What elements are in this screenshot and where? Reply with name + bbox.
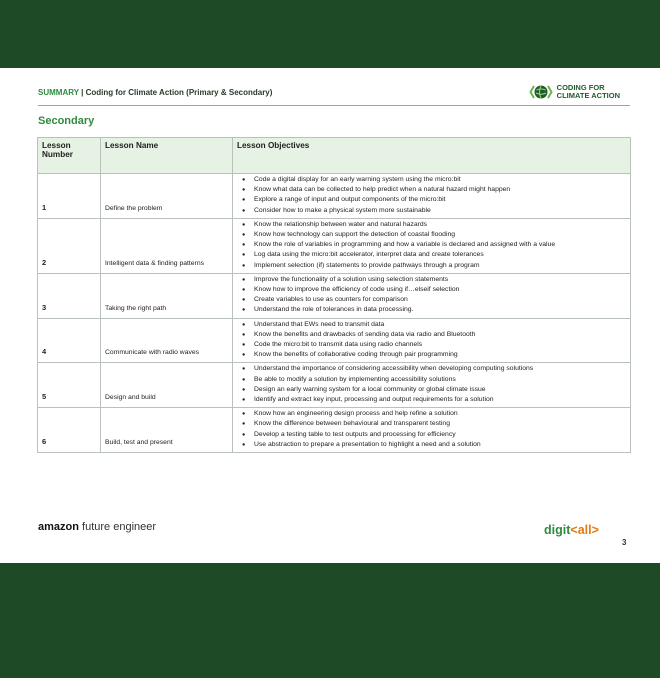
header-title: Coding for Climate Action (Primary & Secondary) (85, 88, 273, 97)
lesson-name-cell: Define the problem (101, 174, 233, 219)
objective-item: ● Be able to modify a solution by implementing accessibility solutions (237, 375, 626, 385)
objective-item: ● Know how technology can support the detection of coastal flooding (237, 230, 626, 240)
table-row (38, 174, 631, 219)
table-header-row (38, 138, 631, 174)
objective-item: ● Use abstraction to prepare a presentation to highlight a need and a solution (237, 440, 626, 450)
digit-all-logo (544, 523, 599, 537)
objective-item: ● Code the micro:bit to transmit data using radio channels (237, 340, 626, 350)
objective-item: ● Understand that EWs need to transmit data (237, 320, 626, 330)
globe-code-icon (529, 82, 553, 102)
objective-item: ● Know the benefits and drawbacks of sending data via radio and Bluetooth (237, 330, 626, 340)
objective-item: ● Explore a range of input and output components of the micro:bit (237, 195, 626, 205)
lesson-number-cell: 4 (38, 318, 101, 363)
table-row (38, 363, 631, 408)
objectives-list (237, 175, 626, 216)
objective-item: ● Understand the role of tolerances in data processing. (237, 305, 626, 315)
objective-item: ● Know the difference between behavioural and transparent testing (237, 419, 626, 429)
objective-item: ● Consider how to make a physical system more sustainable (237, 206, 626, 216)
objective-item: ● Know the benefits of collaborative coding through pair programming (237, 350, 626, 360)
objective-item: ● Log data using the micro:bit accelerator, interpret data and create tolerances (237, 250, 626, 260)
objective-item: ● Identify and extract key input, processing and output requirements for a solution (237, 395, 626, 405)
lesson-name-cell: Communicate with radio waves (101, 318, 233, 363)
section-title: Secondary (38, 115, 95, 127)
document-page (0, 68, 660, 563)
objective-item: ● Improve the functionality of a solution using selection statements (237, 275, 626, 285)
lesson-number-cell: 5 (38, 363, 101, 408)
objective-item: ● Design an early warning system for a local community or global climate issue (237, 385, 626, 395)
objective-item: ● Develop a testing table to test outputs and processing for efficiency (237, 430, 626, 440)
lesson-objectives-cell (233, 408, 631, 453)
objectives-list (237, 364, 626, 405)
lesson-objectives-cell (233, 363, 631, 408)
digit-word: digit (544, 523, 571, 537)
objectives-list (237, 275, 626, 316)
header-separator: | (78, 88, 86, 97)
lesson-objectives-cell (233, 318, 631, 363)
table-row (38, 273, 631, 318)
objective-item: ● Create variables to use as counters for comparison (237, 295, 626, 305)
lesson-number-cell: 3 (38, 273, 101, 318)
all-word: <all> (570, 523, 599, 537)
table-row (38, 318, 631, 363)
coding-for-climate-action-logo (529, 82, 620, 102)
lesson-number-cell: 2 (38, 218, 101, 273)
header-lesson-objectives: Lesson Objectives (233, 138, 631, 174)
page-header (38, 88, 272, 97)
objective-item: ● Know how to improve the efficiency of code using if…elseif selection (237, 285, 626, 295)
lesson-name-cell: Intelligent data & finding patterns (101, 218, 233, 273)
objectives-list (237, 320, 626, 361)
table-row (38, 218, 631, 273)
lesson-number-cell: 1 (38, 174, 101, 219)
lesson-objectives-cell (233, 218, 631, 273)
amazon-future-engineer-logo (38, 521, 156, 533)
lesson-name-cell: Taking the right path (101, 273, 233, 318)
header-lesson-number: Lesson Number (38, 138, 101, 174)
lesson-objectives-cell (233, 273, 631, 318)
lesson-table (37, 137, 631, 453)
objective-item: ● Implement selection (if) statements to provide pathways through a program (237, 261, 626, 271)
objective-item: ● Code a digital display for an early warning system using the micro:bit (237, 175, 626, 185)
objective-item: ● Know what data can be collected to help predict when a natural hazard might happen (237, 185, 626, 195)
objectives-list (237, 409, 626, 450)
objective-item: ● Understand the importance of considering accessibility when developing computing solutions (237, 364, 626, 374)
lesson-objectives-cell (233, 174, 631, 219)
header-lesson-name: Lesson Name (101, 138, 233, 174)
lesson-name-cell: Design and build (101, 363, 233, 408)
objectives-list (237, 220, 626, 271)
objective-item: ● Know the relationship between water and natural hazards (237, 220, 626, 230)
table-row (38, 408, 631, 453)
lesson-number-cell: 6 (38, 408, 101, 453)
objective-item: ● Know how an engineering design process and help refine a solution (237, 409, 626, 419)
logo-line-1: CODING FOR (556, 83, 605, 92)
objective-item: ● Know the role of variables in programming and how a variable is declared and assigned with a value (237, 240, 626, 250)
summary-label: SUMMARY (38, 88, 79, 97)
logo-line-2: CLIMATE ACTION (556, 91, 620, 100)
amazon-word: amazon (38, 521, 79, 533)
header-divider (38, 105, 630, 106)
lesson-name-cell: Build, test and present (101, 408, 233, 453)
page-number: 3 (622, 538, 627, 547)
future-engineer-word: future engineer (78, 521, 157, 533)
